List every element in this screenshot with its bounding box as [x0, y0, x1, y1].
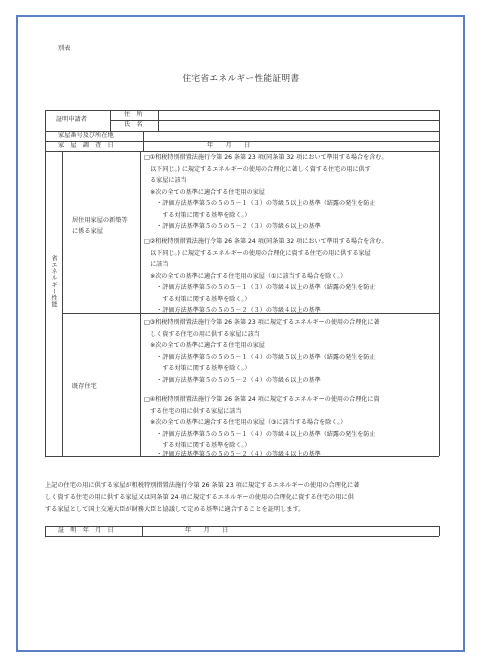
criteria-line: する対策に関する基準を除く。） — [144, 295, 251, 303]
criteria-line: ※次の全ての基準に適合する住宅用の家屋 — [144, 342, 265, 349]
house-number-label: 家屋番号及び所在地 — [58, 132, 114, 139]
criteria-line: ・評価方法基準第５の５の５－２（４）の等級４以上の基準 — [144, 451, 321, 458]
criteria-line: する対策に関する基準を除く。） — [144, 211, 251, 219]
criteria-line: に該当 — [144, 261, 169, 268]
criteria-line[interactable]: □②租税特別措置法施行令第 26 条第 24 項(同条第 32 項において準用する場合を含む。 — [144, 238, 388, 245]
closing-line: 上記の住宅の用に供する家屋が租税特別措置法施行令第 26 条第 23 項に規定するエネルギーの使用の合理化に著 — [45, 482, 360, 489]
criteria-line: する住宅の用に供する家屋に該当 — [144, 407, 242, 415]
criteria-line: する対策に関する基準を除く。） — [144, 442, 251, 449]
new-build-label-line2: に係る家屋 — [72, 228, 103, 235]
criteria-line: ・評価方法基準第５の５の５－１（４）の等級４以上の基準（結露の発生を防止 — [144, 430, 376, 438]
closing-line: しく資する住宅の用に供する家屋又は同条第 24 項に規定するエネルギーの使用の合理化に資する住宅の用に供 — [45, 494, 354, 501]
cert-date-label: 証 明 年 月 日 — [58, 527, 114, 534]
applicant-label: 証明申請者 — [56, 116, 87, 123]
criteria-line[interactable]: □①租税特別措置法施行令第 26 条第 23 項(同条第 32 項において準用する場合を含む。 — [144, 154, 388, 161]
criteria-line: ・評価方法基準第５の５の５－１（４）の等級５以上の基準（結露の発生を防止 — [144, 353, 376, 361]
criteria-line[interactable]: □④租税特別措置法施行令第 26 条第 24 項に規定するエネルギーの使用の合理化に資 — [144, 396, 380, 403]
name-label: 氏 名 — [124, 121, 143, 128]
closing-line: する家屋として国土交通大臣が財務大臣と協議して定める基準に適合することを証明します。 — [45, 506, 305, 513]
criteria-line: ※次の全ての基準に適合する住宅用の家屋（①に該当する場合を除く。） — [144, 272, 347, 280]
criteria-line: ・評価方法基準第５の５の５－１（３）の等級５以上の基準（結露の発生を防止 — [144, 200, 376, 207]
criteria-line: 以下同じ。) に規定するエネルギーの使用の合理化に資する住宅の用に供する家屋 — [144, 249, 371, 257]
criteria-line: ・評価方法基準第５の５の５－２（３）の等級６以上の基準 — [144, 223, 321, 230]
address-label: 住 所 — [124, 111, 143, 118]
criteria-line: しく資する住宅の用に供する家屋に該当 — [144, 330, 260, 338]
criteria-line: 以下同じ。) に規定するエネルギーの使用の合理化に著しく資する住宅の用に供す — [144, 165, 371, 173]
existing-house-label: 既存住宅 — [72, 383, 97, 390]
criteria-line: ・評価方法基準第５の５の５－２（４）の等級６以上の基準 — [144, 376, 321, 384]
criteria-line: ※次の全ての基準に適合する住宅用の家屋（③に該当する場合を除く。） — [144, 419, 347, 426]
page-title: 住宅省エネルギー性能証明書 — [182, 74, 300, 84]
survey-date-label: 家 屋 調 査 日 — [58, 142, 114, 149]
cert-date-value: 年 月 日 — [185, 527, 229, 534]
criteria-line[interactable]: □③租税特別措置法施行令第 26 条第 23 項に規定するエネルギーの使用の合理化に著 — [144, 319, 380, 326]
criteria-line: る家屋に該当 — [144, 177, 187, 184]
criteria-line: ・評価方法基準第５の５の５－２（３）の等級４以上の基準 — [144, 307, 321, 314]
criteria-line: ※次の全ての基準に適合する住宅用の家屋 — [144, 188, 265, 196]
survey-date-value: 年 月 日 — [207, 142, 251, 149]
new-build-label-line1: 居住用家屋の新築等 — [72, 217, 128, 224]
criteria-line: ・評価方法基準第５の５の５－１（３）の等級４以上の基準（結露の発生を防止 — [144, 284, 376, 291]
energy-performance-label: 省エネルギー性能 — [50, 255, 57, 308]
annex-label: 別表 — [58, 45, 71, 52]
criteria-line: する対策に関する基準を除く。） — [144, 365, 251, 372]
